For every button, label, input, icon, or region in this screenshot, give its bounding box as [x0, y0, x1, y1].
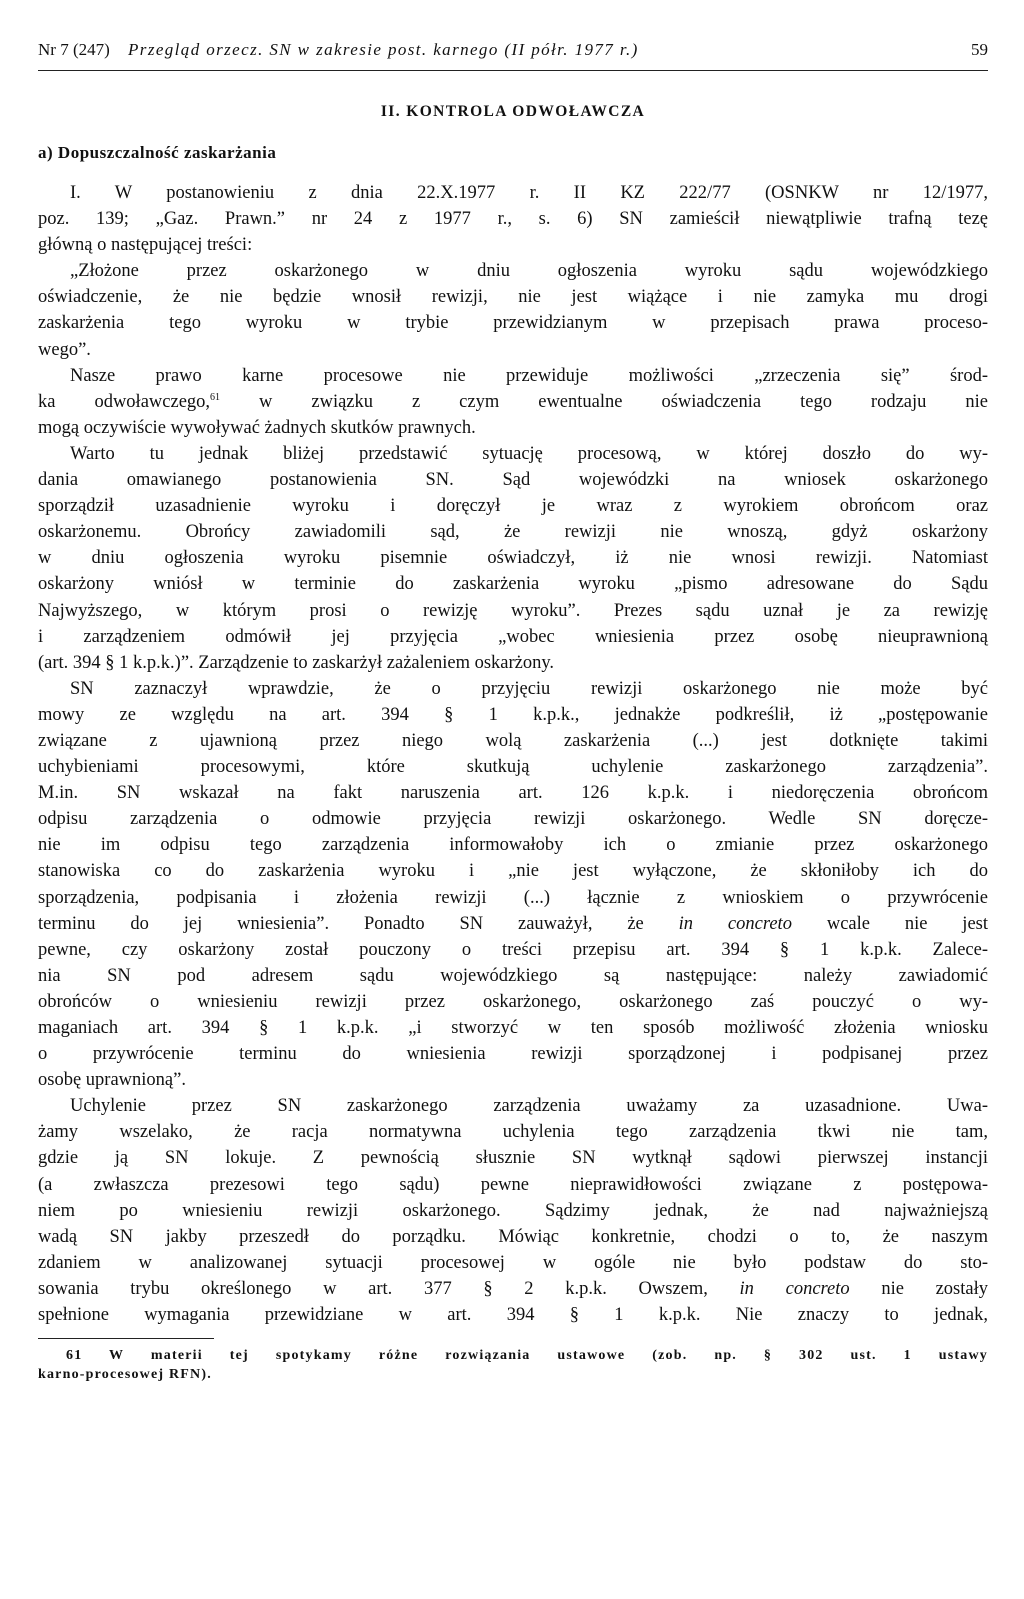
quote-line: zaskarżenia tego wyroku w trybie przewidzianym w przepisach prawa proceso-: [38, 313, 988, 334]
text-line: Uchylenie przez SN zaskarżonego zarządzenia uważamy za uzasadnione. Uwa-: [70, 1096, 988, 1117]
text-line: osobę uprawnioną”.: [38, 1070, 186, 1091]
text-line: poz. 139; „Gaz. Prawn.” nr 24 z 1977 r., s. 6) SN zamieścił niewątpliwie trafną tezę: [38, 209, 988, 230]
header-rule: [38, 70, 988, 71]
footnote-rule: [38, 1338, 214, 1339]
text-line: terminu do jej wniesienia”. Ponadto SN zauważył, że in concreto wcale nie jest: [38, 913, 988, 934]
footnote-line: karno-procesowej RFN).: [38, 1366, 212, 1382]
text-line: ka odwoławczego,$^{61}$ w związku z czym ewentualne oświadczenia tego rodzaju nie: [38, 391, 988, 412]
text-line: I. W postanowieniu z dnia 22.X.1977 r. II KZ 222/77 (OSNKW nr 12/1977,: [70, 183, 988, 203]
text-line: pewne, czy oskarżony został pouczony o treści przepisu art. 394 § 1 k.p.k. Zalece-: [38, 939, 988, 960]
text-line: żamy wszelako, że racja normatywna uchylenia tego zarządzenia tkwi nie tam,: [38, 1122, 988, 1143]
text-line: Nasze prawo karne procesowe nie przewiduje możliwości „zrzeczenia się” środ-: [70, 365, 988, 386]
text-line: gdzie ją SN lokuje. Z pewnością słusznie SN wytknął sądowi pierwszej instancji: [38, 1148, 988, 1169]
text-line: w dniu ogłoszenia wyroku pisemnie oświadczył, iż nie wnosi rewizji. Natomiast: [38, 548, 988, 569]
text-line: (art. 394 § 1 k.p.k.)”. Zarządzenie to zaskarżył zażaleniem oskarżony.: [38, 652, 555, 673]
text-line: Najwyższego, w którym prosi o rewizję wyroku”. Prezes sądu uznał je za rewizję: [38, 600, 988, 621]
italic-term: in concreto: [739, 1278, 850, 1299]
text-line: dania omawianego postanowienia SN. Sąd wojewódzki na wniosek oskarżonego: [38, 470, 988, 491]
text-line: mogą oczywiście wywoływać żadnych skutków prawnych.: [38, 417, 476, 438]
text-line: sporządził uzasadnienie wyroku i doręczył je wraz z wyrokiem obrońcom oraz: [38, 496, 988, 517]
text-line: SN zaznaczył wprawdzie, że o przyjęciu rewizji oskarżonego nie może być: [70, 678, 988, 699]
text-line: oskarżony wniósł w terminie do zaskarżenia wyroku „pismo adresowane do Sądu: [38, 574, 988, 595]
subsection-heading: a) Dopuszczalność zaskarżania: [38, 143, 277, 162]
section-heading: II. KONTROLA ODWOŁAWCZA: [380, 103, 646, 120]
text-line: nie im odpisu tego zarządzenia informowałoby ich o zmianie przez oskarżonego: [38, 835, 988, 856]
text-line: i zarządzeniem odmówił jej przyjęcia „wobec wniesienia przez osobę nieuprawnioną: [38, 626, 988, 647]
text-line: spełnione wymagania przewidziane w art. 394 § 1 k.p.k. Nie znaczy to jednak,: [38, 1305, 988, 1326]
text-line: związane z ujawnioną przez niego wolą zaskarżenia (...) jest dotknięte takimi: [38, 730, 988, 751]
text-line: o przywrócenie terminu do wniesienia rewizji sporządzonej i podpisanej przez: [38, 1044, 988, 1065]
body-text: [38, 180, 988, 1328]
text-line: wadą SN jakby przeszedł do porządku. Mówiąc konkretnie, chodzi o to, że naszym: [38, 1226, 988, 1247]
text-line: sporządzenia, podpisania i złożenia rewizji (...) łącznie z wnioskiem o przywrócenie: [38, 887, 988, 908]
running-header: [38, 40, 988, 64]
journal-title: Przegląd orzecz. SN w zakresie post. karnego (II półr. 1977 r.): [128, 40, 639, 59]
footnote-reference: 61: [210, 391, 221, 403]
text-line: niem po wniesieniu rewizji oskarżonego. Sądzimy jednak, że nad najważniejszą: [38, 1200, 988, 1221]
text-line: odpisu zarządzenia o odmowie przyjęcia rewizji oskarżonego. Wedle SN doręcze-: [38, 809, 988, 830]
text-line: Warto tu jednak bliżej przedstawić sytuację procesową, w której doszło do wy-: [70, 443, 988, 464]
text-line: (a zwłaszcza prezesowi tego sądu) pewne nieprawidłowości związane z postępowa-: [38, 1174, 988, 1195]
text-line: obrońców o wniesieniu rewizji przez oskarżonego, oskarżonego zaś pouczyć o wy-: [38, 991, 988, 1012]
text-line: nia SN pod adresem sądu wojewódzkiego są następujące: należy zawiadomić: [38, 965, 988, 986]
issue-number: Nr 7 (247): [38, 40, 110, 59]
text-line: uchybieniami procesowymi, które skutkują uchylenie zaskarżonego zarządzenia”.: [38, 757, 988, 778]
text-line: główną o następującej treści:: [38, 235, 253, 256]
document-page: [38, 40, 988, 1384]
text-line: zdaniem w analizowanej sytuacji procesowej w ogóle nie było podstaw do sto-: [38, 1252, 988, 1273]
footnote: [38, 1347, 988, 1384]
text-line: maganiach art. 394 § 1 k.p.k. „i stworzyć w ten sposób możliwość złożenia wniosku: [38, 1018, 988, 1038]
footnote-line: 61 W materii tej spotykamy różne rozwiązania ustawowe (zob. np. § 302 ust. 1 ustawy: [66, 1348, 988, 1364]
text-line: oskarżonemu. Obrońcy zawiadomili sąd, że rewizji nie wnoszą, gdyż oskarżony: [38, 522, 988, 543]
quote-line: wego”.: [38, 339, 91, 360]
text-line: mowy ze względu na art. 394 § 1 k.p.k., jednakże podkreślił, iż „postępowanie: [38, 704, 988, 725]
page-number: 59: [971, 40, 988, 59]
text-line: M.in. SN wskazał na fakt naruszenia art. 126 k.p.k. i niedoręczenia obrońcom: [38, 783, 988, 804]
text-line: sowania trybu określonego w art. 377 § 2 k.p.k. Owszem, in concreto nie zostały: [38, 1278, 989, 1299]
italic-term: in concreto: [678, 913, 792, 934]
text-line: stanowiska co do zaskarżenia wyroku i „nie jest wyłączone, że skłoniłoby ich do: [38, 861, 988, 882]
quote-line: oświadczenie, że nie będzie wnosił rewizji, nie jest wiążące i nie zamyka mu drogi: [38, 287, 988, 308]
quote-line: „Złożone przez oskarżonego w dniu ogłoszenia wyroku sądu wojewódzkiego: [70, 261, 988, 282]
